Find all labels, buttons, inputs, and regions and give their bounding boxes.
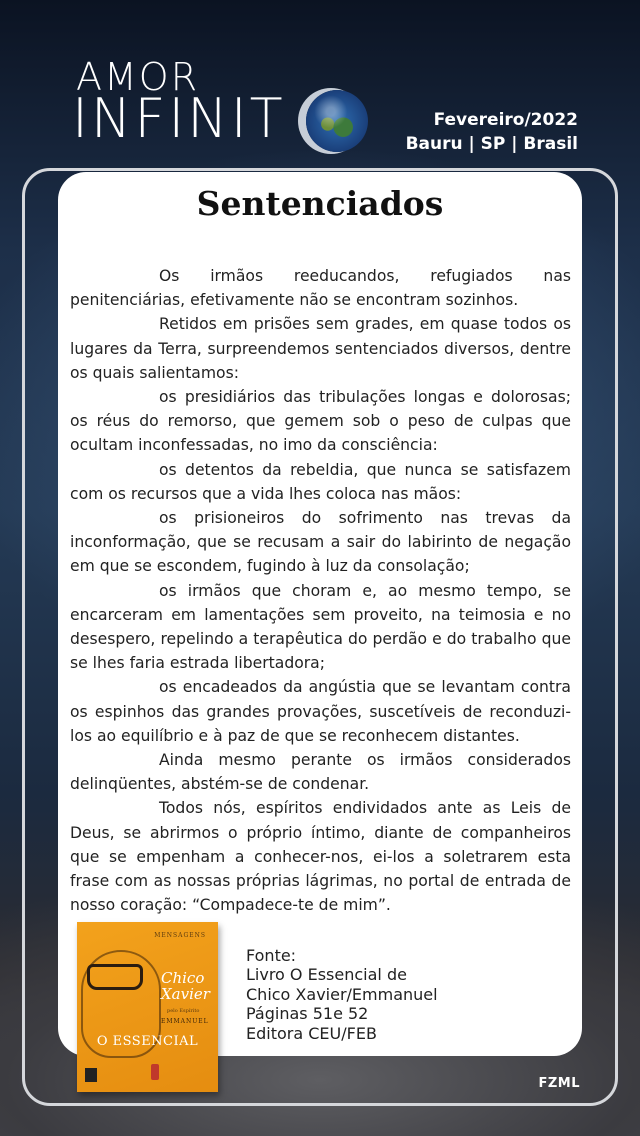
header-date-location [406,108,578,156]
paragraph: os presidiários das tribulações longas e dolorosas; os réus do remorso, que gemem sob o peso de culpas que ocultam inconfessadas, no imo da consciência: [70,388,571,455]
book-author-first: Chico [161,969,205,987]
publisher-mark-icon [151,1064,159,1080]
article-title: Sentenciados [196,184,444,223]
source-line: Páginas 51e 52 [246,1004,369,1024]
book-cover [77,922,218,1092]
book-spirit: EMMANUEL [161,1018,209,1025]
paragraph: Todos nós, espíritos endividados ante as Leis de Deus, se abrirmos o próprio íntimo, diante de companheiros que se empenham a conhecer-nos, ei-los a soletrarem esta frase com as nossas próprias lágrimas, no portal de entrada de nosso coração: “Compadece-te de mim”. [70,799,571,915]
paragraph: os detentos da rebeldia, que nunca se satisfazem com os recursos que a vida lhes coloca nas mãos: [70,460,571,503]
source-block [246,946,438,1043]
paragraph: os irmãos que choram e, ao mesmo tempo, se encarceram em lamentações sem proveito, na teimosia e no desespero, repelindo a terapêutica do perdão e do trabalho que se lhes faria estrada libertadora; [70,581,571,673]
credit-label: FZML [538,1076,580,1091]
paragraph: os prisioneiros do sofrimento nas trevas da inconformação, que se recusam a sair do labirinto de negação em que se escondem, fugindo à luz da consolação; [70,509,571,576]
source-line: Chico Xavier/Emmanuel [246,984,438,1004]
paragraph: Retidos em prisões sem grades, em quase todos os lugares da Terra, surpreendemos sentenciados diversos, dentre os quais salientamos: [70,315,571,382]
source-line: Editora CEU/FEB [246,1023,377,1043]
source-line: Fonte: [246,946,297,965]
paragraph: Ainda mesmo perante os irmãos considerados delinqüentes, abstém-se de condenar. [70,751,571,794]
book-title: O ESSENCIAL [96,1034,199,1049]
logo-title-amor: AMOR [76,55,200,99]
paragraph: Os irmãos reeducandos, refugiados nas penitenciárias, efetivamente não se encontram sozinhos. [70,267,571,310]
source-line: Livro O Essencial de [246,965,407,985]
book-series: MENSAGENS [154,932,206,939]
book-author [161,970,210,1002]
logo-title-infinito: INFINIT [72,87,286,150]
header-date: Fevereiro/2022 [433,110,578,130]
paragraph: os encadeados da angústia que se levantam contra os espinhos das grandes provações, suscetíveis de reconduzi-los ao equilíbrio e à paz de que se reconhecem distantes. [70,678,571,745]
header-location: Bauru | SP | Brasil [405,134,578,154]
earth-globe-icon [306,90,368,152]
glasses-icon [87,964,143,990]
article-body [70,264,571,917]
publisher-logo-icon [85,1068,97,1082]
book-author-last: Xavier [161,985,210,1003]
book-subtitle: pelo Espírito [167,1008,200,1014]
